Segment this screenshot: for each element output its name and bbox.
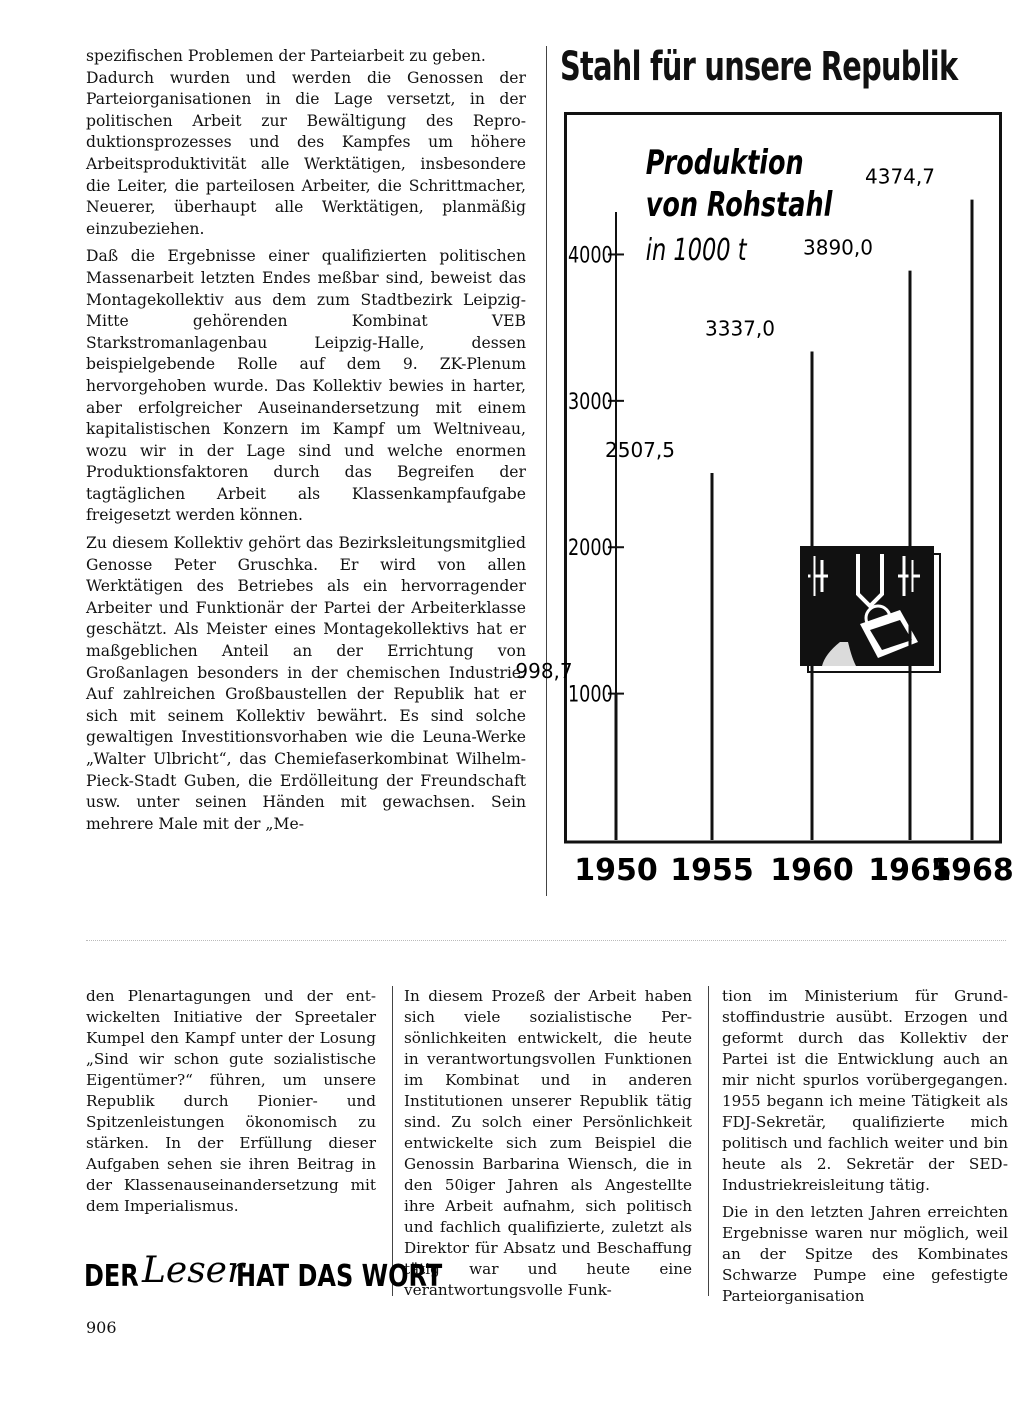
paragraph: den Plenartagungen und der entwickelten Initiative der Spreetaler Kumpel den Kampf unter der Losung „Sind wir schon gute sozialistische Eigentümer?“ führen, um unsere Republik durch Pionier- und Spitzenleistungen ökonomisch zu stärken. In der Erfüllung dieser Aufgaben sehen sie ihren Beitrag in der Klassenauseinandersetzung mit dem Imperialismus.: [86, 987, 376, 1215]
value-label-1950: 998,7: [515, 658, 573, 683]
steel-ladle-icon: [800, 546, 940, 672]
x-tick-label-1960: 1960: [770, 853, 854, 888]
column-rule: [546, 46, 547, 896]
column-rule: [708, 986, 709, 1296]
column-rule: [392, 986, 393, 1296]
rubric-logo: [84, 1246, 443, 1294]
logo-word-hat-das-wort: HAT DAS WORT: [236, 1259, 443, 1294]
logo-word-leser: Leser: [142, 1250, 245, 1291]
x-tick-label-1950: 1950: [574, 853, 658, 888]
paragraph: tion im Ministerium für Grundstoffindustrie ausübt. Erzogen und geformt durch das Kollektiv der Partei ist die Entwicklung auch an mir nicht spurlos vorübergegangen. 1955 begann ich meine Tätigkeit als FDJ-Sekretär, qualifizierte mich politisch und fachlich weiter und bin heute als 2. Sekretär der SED-Industriekreisleitung tätig.: [722, 987, 1008, 1194]
x-tick-label-1965: 1965: [868, 853, 952, 888]
y-tick-label: 3000: [568, 388, 613, 415]
value-label-1968: 4374,7: [865, 164, 935, 189]
article-column-top: [86, 46, 526, 841]
chart-subtitle-line1: Produktion: [645, 143, 804, 184]
page-number: 906: [86, 1318, 117, 1337]
y-tick-label: 2000: [568, 535, 613, 561]
paragraph: Zu diesem Kollektiv gehört das Bezirksleitungsmitglied Genosse Peter Gruschka. Er wird von allen Werktätigen des Betriebes als ein hervorragender Arbeiter und Funktionär der Partei der Arbeiterklasse geschätzt. Als Meister eines Montagekollektivs hat er maßgeblichen Anteil an der Errichtung von Großanlagen besonders in der chemischen Industrie. Auf zahlreichen Großbaustellen der Republik hat er sich mit seinem Kollektiv bewährt. Es sind solche gewaltigen Investitionsvorhaben wie die Leuna-Werke „Walter Ulbricht“, das Chemiefaserkombinat Wilhelm-Pieck-Stadt Guben, die Erdölleitung der Freundschaft usw. unter seinen Händen mit gewachsen. Sein mehrere Male mit der „Me-: [86, 534, 526, 833]
paragraph: In diesem Prozeß der Arbeit haben sich viele sozialistische Persönlichkeiten entwickelt, die heute in verantwortungsvollen Funktionen im Kombinat und in anderen Institutionen unserer Republik tätig sind. Zu solch einer Persönlichkeit entwickelte sich zum Beispiel die Genossin Barbarina Wiensch, die in den 50iger Jahren als Angestellte ihre Arbeit aufnahm, sich politisch und fachlich qualifizierte, zuletzt als Direktor für Absatz und Beschaffung tätig war und heute eine verantwortungsvolle Funk-: [404, 987, 692, 1299]
paragraph: Daß die Ergebnisse einer qualifizierten politischen Massenarbeit letzten Endes meßbar sind, beweist das Montagekollektiv aus dem zum Stadtbezirk Leipzig-Mitte gehörenden Kombinat VEB Starkstromanlagenbau Leipzig-Halle, dessen beispielgebende Rolle auf dem 9. ZK-Plenum hervorgehoben wurde. Das Kollektiv bewies in harter, aber erfolgreicher Auseinandersetzung mit einem kapitalistischen Konzern im Kampf um Weltniveau, wozu wir in der Lage sind und welche enormen Produktionsfaktoren durch das Begreifen der tagtäglichen Arbeit als Klassenkampfaufgabe freigesetzt werden können.: [86, 247, 526, 525]
paragraph: spezifischen Problemen der Parteiarbeit zu geben.: [86, 47, 486, 65]
steel-production-chart: [515, 112, 1014, 892]
y-tick-label: 1000: [568, 681, 613, 708]
value-label-1965: 3890,0: [803, 235, 873, 260]
paragraph: Die in den letzten Jahren erreichten Ergebnisse waren nur möglich, weil an der Spitze des Kombinates Schwarze Pumpe eine gefestigte Parteiorganisation: [722, 1203, 1008, 1305]
article-column-bottom-1: [86, 986, 376, 1223]
chart-title: Stahl für unsere Republik: [560, 44, 958, 90]
chart-subtitle-line2: von Rohstahl: [645, 185, 833, 226]
section-divider: [86, 940, 1006, 941]
logo-word-der: DER: [84, 1259, 139, 1294]
paragraph: Dadurch wurden und werden die Genossen der Parteiorganisationen in die Lage versetzt, in der politischen Arbeit zur Bewältigung des Reproduktionsprozesses und des Kampfes um höhere Arbeitsproduktivität alle Werktätigen, insbesondere die Leiter, die parteilosen Arbeiter, die Schrittmacher, Neuerer, überhaupt alle Werktätigen, planmäßig einzubeziehen.: [86, 68, 526, 238]
y-tick-label: 4000: [568, 242, 613, 268]
x-tick-label-1968: 1968: [930, 853, 1014, 888]
article-column-bottom-3: [722, 986, 1008, 1313]
article-column-bottom-2: [404, 986, 692, 1307]
value-label-1960: 3337,0: [705, 316, 775, 341]
value-label-1955: 2507,5: [605, 437, 675, 462]
x-tick-label-1955: 1955: [670, 853, 754, 888]
chart-unit-label: in 1000 t: [645, 232, 747, 268]
